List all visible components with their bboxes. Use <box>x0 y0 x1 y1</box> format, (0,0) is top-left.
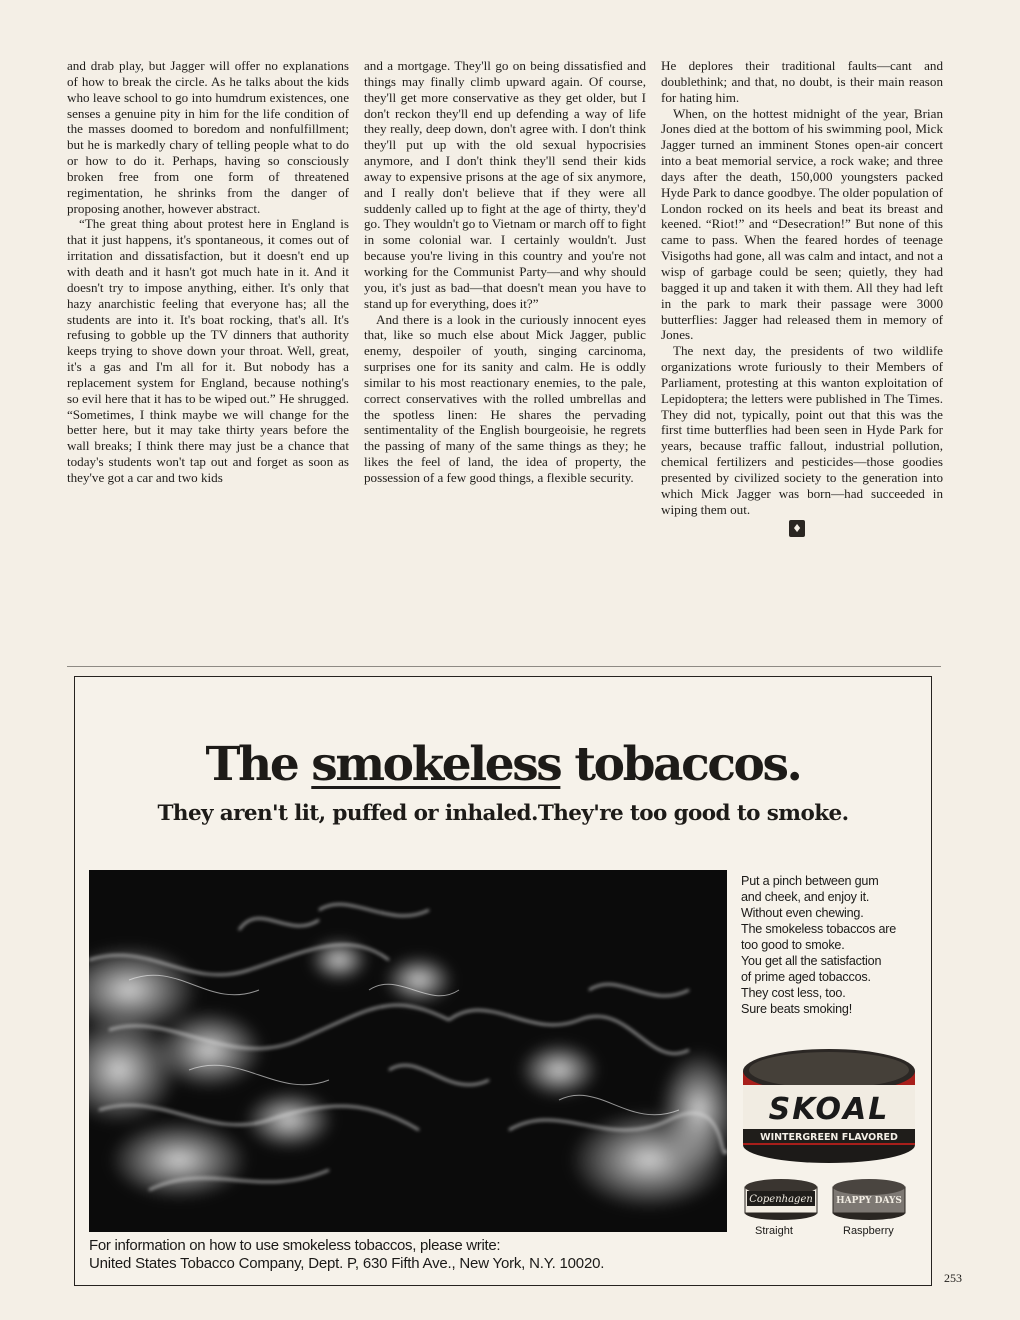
caption-raspberry: Raspberry <box>843 1225 894 1237</box>
ad-body-line: They cost less, too. <box>741 986 846 1000</box>
copenhagen-brand-text: Copenhagen <box>749 1194 813 1205</box>
happy-days-brand-text: HAPPY DAYS <box>836 1196 902 1206</box>
ad-address-line: United States Tobacco Company, Dept. P, 630 Fifth Ave., New York, N.Y. 10020. <box>89 1255 605 1272</box>
article-column-2 <box>364 58 646 486</box>
headline-underlined: smokeless <box>311 737 561 792</box>
ad-body-copy <box>741 873 921 1017</box>
skoal-advertisement <box>74 676 932 1286</box>
copenhagen-can-image <box>743 1175 819 1221</box>
smoke-photo <box>89 870 727 1232</box>
ad-subheadline: They aren't lit, puffed or inhaled.They're too good to smoke. <box>157 801 849 826</box>
page-number: 253 <box>944 1271 962 1285</box>
ad-body-line: and cheek, and enjoy it. <box>741 890 870 904</box>
ad-body-line: The smokeless tobaccos are <box>741 922 897 936</box>
section-divider <box>67 666 941 667</box>
article-paragraph: He deplores their traditional faults—cant and doublethink; and that, no doubt, is their main reason for hating him. <box>661 58 943 105</box>
article-paragraph: and drab play, but Jagger will offer no explanations of how to break the circle. As he talks about the kids who leave school to go into humdrum existences, one senses a genuine pity in him for the life condition of the masses doomed to boredom and nonfulfillment; but he is markedly chary of telling people what to do or how to do it. Perhaps, having so consciously broken free from one form of threatened regimentation, he shrinks from the danger of proposing another, however abstract. <box>67 58 349 216</box>
ad-body-line: You get all the satisfaction <box>741 954 882 968</box>
ad-body-line: of prime aged tobaccos. <box>741 970 871 984</box>
article-column-3 <box>661 58 943 537</box>
article-paragraph: And there is a look in the curiously innocent eyes that, like so much else about Mick Jagger, public enemy, despoiler of youth, singing carcinoma, surprises one for its sanity and calm. He is oddly similar to his most reactionary enemies, to the pale, correct conservatives with the rolled umbrellas and the spotless linen: He shares the pervading sentimentality of the English bourgeoisie, he regrets the passing of many of the same things as they; he likes the feel of land, the idea of property, the possession of a few good things, a flexible security. <box>364 311 646 485</box>
ad-body-line: Sure beats smoking! <box>741 1002 853 1016</box>
skoal-flavor-text: WINTERGREEN FLAVORED <box>760 1132 898 1143</box>
article-column-1 <box>67 58 349 486</box>
ad-headline <box>75 737 931 792</box>
article-paragraph: When, on the hottest midnight of the year, Brian Jones died at the bottom of his swimming pool, Mick Jagger turned an imminent Stones open-air concert into a beat memorial service, a rock wake; and three days after the death, 150,000 youngsters packed Hyde Park to dance goodbye. The older population of London rocked on its heels and beat its breast and keened. “Riot!” and “Desecration!” But none of this came to pass. When the feared hordes of teenage Visigoths had gone, all was calm and intact, and not a wisp of garbage could be seen; quietly, they had bagged it up and taken it with them. All they had left in the park to mark their passage were 3000 butterflies: Jagger had released them in memory of Jones. <box>661 105 943 343</box>
article-paragraph: and a mortgage. They'll go on being dissatisfied and things may finally climb upward again. Of course, they'll get more conservative as they get older, but I don't reckon they'll end up defending a way of life they really, deep down, don't agree with. I don't think they'll put up with the old sexual hypocrisies anymore, and I don't think they'll send their kids away to expensive prisons at the age of six anymore, and I really don't believe that if they were all suddenly called up to fight at the age of thirty, they'd go. They wouldn't go to Vietnam or march off to fight in some colonial war. I certainly wouldn't. Just because you're living in this country and you're not working for the Communist Party—and why should you, it's just as bad—that doesn't mean you have to stand up for everything, does it?” <box>364 58 646 311</box>
skoal-can-image <box>737 1041 921 1165</box>
smoke-image <box>89 870 727 1232</box>
ad-body-line: Without even chewing. <box>741 906 864 920</box>
caption-straight: Straight <box>755 1225 793 1237</box>
happy-days-can-image <box>831 1175 907 1221</box>
headline-part: tobaccos. <box>560 737 801 792</box>
ad-body-line: Put a pinch between gum <box>741 874 879 888</box>
skoal-brand-text: SKOAL <box>768 1092 890 1127</box>
ad-body-line: too good to smoke. <box>741 938 845 952</box>
article-paragraph: The next day, the presidents of two wildlife organizations wrote furiously to their Members of Parliament, protesting at this wanton exploitation of Lepidoptera; the letters were published in The Times. They did not, typically, point out that this was the first time butterflies had been seen in Hyde Park for years, because traffic fallout, industrial pollution, chemical fertilizers and pesticides—those goodies presented by civilized society to the generation into which Mick Jagger was born—had succeeded in wiping them out. <box>661 343 943 517</box>
ad-contact-line: For information on how to use smokeless tobaccos, please write: <box>89 1237 501 1254</box>
headline-part: The <box>205 737 312 792</box>
end-mark-rabbit-icon: ♦ <box>789 520 805 537</box>
article-paragraph: “The great thing about protest here in England is that it just happens, it's spontaneous, it comes out of irritation and dissatisfaction, but it doesn't end up with death and it hasn't got much hate in it. And it doesn't try to impose anything, either. It's only that hazy anarchistic feeling that everyone has; all the students are into it. It's boat rocking, that's all. It's refusing to gobble up the TV dinners that authority keeps trying to shove down your throat. Well, great, it's a gas and I'm all for it. But nobody has a replacement system for England, because nothing's so evil here that it has to be wiped out.” He shrugged. “Sometimes, I think maybe we will change for the better here, but it may take thirty years before the wall breaks; I think there may just be a chance that today's students won't tap out and forget as soon as they've got a car and two kids <box>67 216 349 485</box>
